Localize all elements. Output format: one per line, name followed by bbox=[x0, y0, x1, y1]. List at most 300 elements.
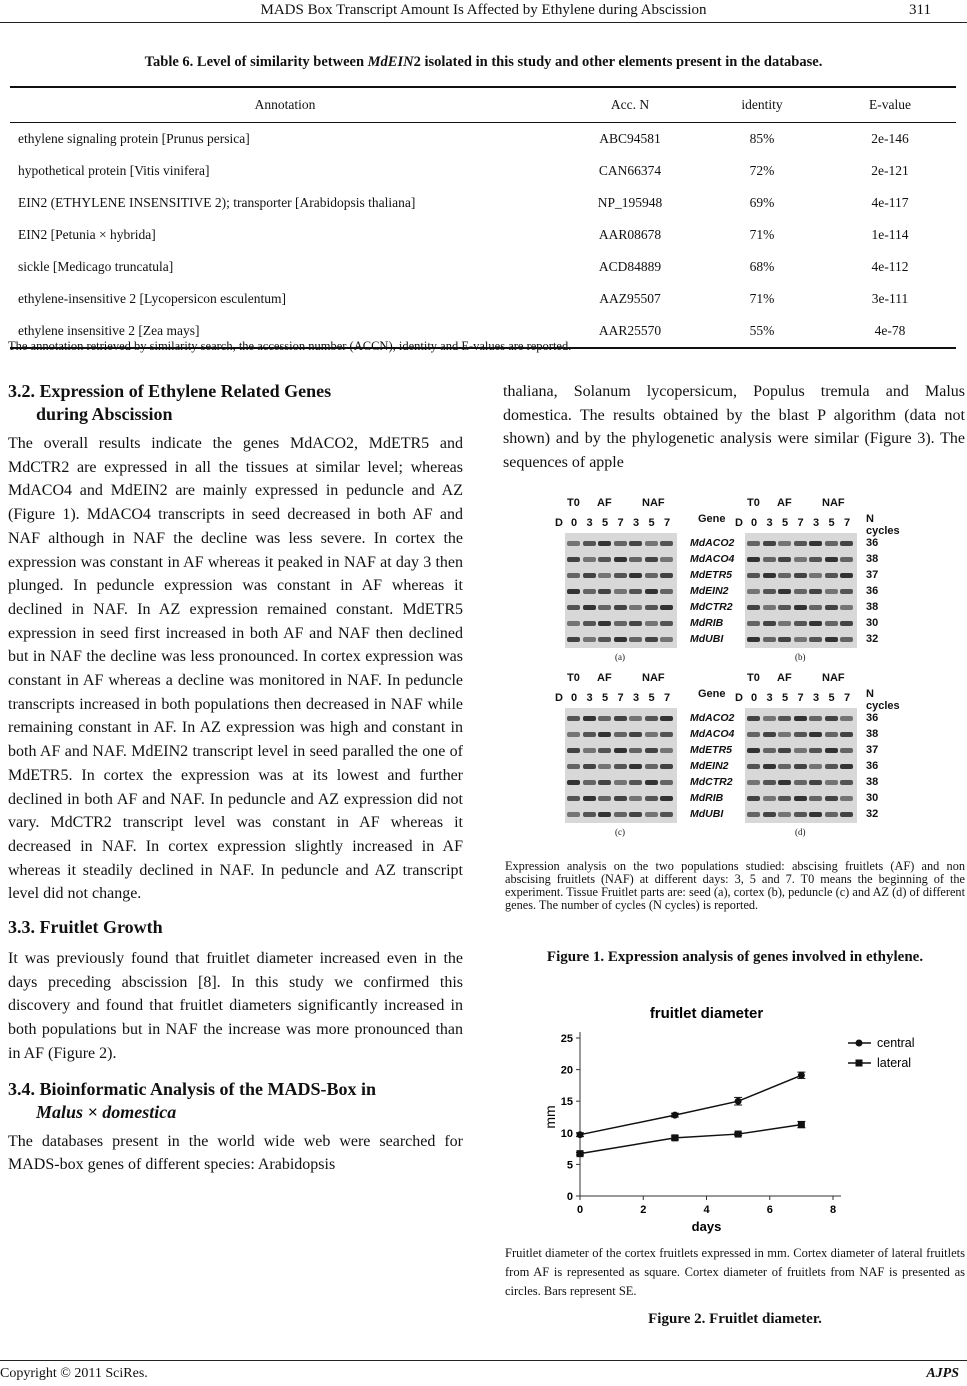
gel-band bbox=[747, 796, 760, 801]
gel-band bbox=[629, 716, 642, 721]
section-3-4-body: The databases present in the world wide web were searched for MADS-box genes of different species: Arabidopsis bbox=[8, 1132, 463, 1174]
footer-journal: AJPS bbox=[926, 1366, 959, 1381]
cycle-count: 38 bbox=[866, 776, 879, 788]
gel-band bbox=[629, 748, 642, 753]
ncycles-header: N cycles bbox=[866, 513, 900, 537]
gel-band bbox=[809, 748, 822, 753]
gel-band bbox=[660, 764, 673, 769]
gene-label: MdACO4 bbox=[690, 553, 735, 565]
gel-band bbox=[598, 557, 611, 562]
gel-band bbox=[825, 796, 838, 801]
day-label: 3 bbox=[813, 517, 820, 529]
gel-band bbox=[583, 796, 596, 801]
gel-band bbox=[794, 732, 807, 737]
gel-band bbox=[567, 589, 580, 594]
gel-band bbox=[567, 573, 580, 578]
gel-band bbox=[794, 557, 807, 562]
af-label: AF bbox=[597, 497, 612, 509]
gel-band bbox=[794, 748, 807, 753]
data-point-lateral bbox=[671, 1134, 678, 1141]
gel-band bbox=[763, 557, 776, 562]
gel-band bbox=[825, 573, 838, 578]
y-tick-label: 0 bbox=[566, 1191, 573, 1203]
left-column bbox=[8, 380, 463, 1177]
gel-band bbox=[794, 541, 807, 546]
gel-band bbox=[778, 541, 791, 546]
gel-band bbox=[840, 605, 853, 610]
gel-band bbox=[629, 764, 642, 769]
header-rule bbox=[0, 22, 967, 23]
gel-band bbox=[825, 637, 838, 642]
gel-band bbox=[747, 764, 760, 769]
figure-2-title: Figure 2. Fruitlet diameter. bbox=[648, 1311, 822, 1327]
gel-band bbox=[583, 573, 596, 578]
gel-band bbox=[598, 732, 611, 737]
gel-band bbox=[567, 812, 580, 817]
gel-band bbox=[583, 716, 596, 721]
gel-band bbox=[660, 812, 673, 817]
gel-band bbox=[747, 541, 760, 546]
gel-band bbox=[614, 716, 627, 721]
gel-band bbox=[660, 541, 673, 546]
gel-band bbox=[645, 716, 658, 721]
gel-band bbox=[583, 748, 596, 753]
gel-band bbox=[660, 716, 673, 721]
panel-label: (c) bbox=[615, 827, 625, 837]
x-tick-label: 4 bbox=[703, 1204, 710, 1216]
gel-band bbox=[645, 732, 658, 737]
gel-band bbox=[778, 748, 791, 753]
gel-band bbox=[747, 589, 760, 594]
gel-band bbox=[809, 621, 822, 626]
gene-label: MdACO2 bbox=[690, 712, 735, 724]
gel-band bbox=[614, 812, 627, 817]
series-line-central bbox=[580, 1075, 801, 1134]
x-tick-label: 8 bbox=[829, 1204, 837, 1216]
x-tick-label: 0 bbox=[576, 1204, 584, 1216]
chart-title: fruitlet diameter bbox=[649, 1005, 764, 1022]
day-label: 7 bbox=[844, 517, 851, 529]
day-label: 3 bbox=[813, 692, 820, 704]
gene-label: MdRIB bbox=[690, 617, 724, 629]
gel-band bbox=[583, 764, 596, 769]
gel-band bbox=[583, 541, 596, 546]
cell-evalue: 4e-112 bbox=[871, 259, 909, 274]
cycle-count: 38 bbox=[866, 728, 879, 740]
cell-annotation: hypothetical protein [Vitis vinifera] bbox=[18, 163, 210, 178]
cell-identity: 69% bbox=[749, 195, 775, 210]
gel-band bbox=[645, 780, 658, 785]
gel-band bbox=[794, 621, 807, 626]
gel-band bbox=[794, 764, 807, 769]
y-tick-label: 5 bbox=[566, 1159, 573, 1172]
day-label: 3 bbox=[633, 692, 640, 704]
gene-header: Gene bbox=[698, 513, 726, 525]
gel-band bbox=[614, 621, 627, 626]
figure-1-title: Figure 1. Expression analysis of genes involved in ethylene. bbox=[546, 949, 924, 965]
figure-2-caption: Fruitlet diameter of the cortex fruitlets expressed in mm. Cortex diameter of lateral fruitlets from AF is represented as square. Cortex diameter of fruitlets from NAF is presented as circles. Bars represent SE. bbox=[505, 1246, 965, 1298]
gene-header: Gene bbox=[698, 688, 726, 700]
cycle-count: 38 bbox=[866, 553, 879, 565]
gene-label: MdEIN2 bbox=[690, 585, 729, 597]
figure-1 bbox=[555, 495, 900, 850]
gel-band bbox=[794, 637, 807, 642]
table-row bbox=[10, 155, 956, 187]
gel-band bbox=[840, 796, 853, 801]
gel-band bbox=[629, 589, 642, 594]
gel-band bbox=[598, 812, 611, 817]
figure-1-caption: Expression analysis on the two populations studied: abscising fruitlets (AF) and non abscising fruitlets (NAF) at different days: 3, 5 and 7. T0 means the beginning of the experiment. Tissue Fruitlet parts are: seed (a), cortex (b), peduncle (c) and AZ (d) of different genes. The number of cycles (N cycles) is reported. bbox=[505, 859, 965, 912]
cycle-count: 37 bbox=[866, 744, 879, 756]
gel-band bbox=[778, 621, 791, 626]
gel-band bbox=[645, 573, 658, 578]
naf-label: NAF bbox=[642, 672, 665, 684]
cell-evalue: 3e-111 bbox=[871, 291, 909, 306]
gel-band bbox=[763, 780, 776, 785]
cycle-count: 32 bbox=[866, 633, 879, 645]
gel-band bbox=[809, 780, 822, 785]
running-title: MADS Box Transcript Amount Is Affected by Ethylene during Abscission bbox=[260, 2, 707, 18]
gel-band bbox=[809, 541, 822, 546]
gel-band bbox=[825, 716, 838, 721]
gel-band bbox=[840, 557, 853, 562]
cycle-count: 32 bbox=[866, 808, 879, 820]
cycle-count: 36 bbox=[866, 585, 879, 597]
cycle-count: 36 bbox=[866, 712, 879, 724]
day-label: 5 bbox=[602, 517, 609, 529]
cycle-count: 36 bbox=[866, 537, 879, 549]
gel-band bbox=[794, 605, 807, 610]
naf-label: NAF bbox=[822, 672, 845, 684]
cell-annotation: ethylene insensitive 2 [Zea mays] bbox=[10, 315, 560, 348]
gel-band bbox=[567, 621, 580, 626]
x-tick-label: 6 bbox=[766, 1204, 773, 1216]
gel-band bbox=[809, 796, 822, 801]
gel-band bbox=[747, 780, 760, 785]
d-label: D bbox=[555, 517, 563, 529]
cycle-count: 30 bbox=[866, 617, 879, 629]
gel-band bbox=[809, 589, 822, 594]
gel-band bbox=[809, 812, 822, 817]
legend-marker bbox=[856, 1060, 863, 1067]
gel-band bbox=[567, 637, 580, 642]
day-label: 0 bbox=[751, 692, 758, 704]
gel-band bbox=[598, 716, 611, 721]
day-label: 5 bbox=[648, 517, 655, 529]
day-label: 7 bbox=[797, 692, 804, 704]
gel-band bbox=[660, 748, 673, 753]
gel-band bbox=[583, 780, 596, 785]
gel-band bbox=[747, 732, 760, 737]
gel-band bbox=[825, 621, 838, 626]
gel-band bbox=[747, 557, 760, 562]
table-caption: Table 6. Level of similarity between MdEIN2 isolated in this study and other elements present in the database. bbox=[144, 54, 823, 70]
gene-label: MdEIN2 bbox=[690, 760, 729, 772]
data-point-lateral bbox=[577, 1150, 584, 1157]
gel-band bbox=[763, 716, 776, 721]
gel-band bbox=[660, 621, 673, 626]
gel-band bbox=[660, 780, 673, 785]
gel-band bbox=[809, 716, 822, 721]
day-label: 0 bbox=[751, 517, 758, 529]
gel-band bbox=[794, 716, 807, 721]
gel-band bbox=[747, 621, 760, 626]
table-row bbox=[10, 123, 956, 156]
gel-band bbox=[614, 796, 627, 801]
gel-band bbox=[614, 589, 627, 594]
d-label: D bbox=[555, 692, 563, 704]
section-3-3-body: It was previously found that fruitlet diameter increased even in the days preceding abscission [8]. In this study we confirmed this discovery and found that fruitlet diameters significantly increased in both populations but in NAF the increase was more pronounced than in AF (Figure 2). bbox=[8, 950, 463, 1062]
y-tick-label: 10 bbox=[560, 1127, 573, 1140]
cell-identity: 85% bbox=[749, 131, 775, 146]
gel-band bbox=[567, 716, 580, 721]
gel-band bbox=[747, 812, 760, 817]
day-label: 3 bbox=[766, 692, 773, 704]
gel-band bbox=[629, 605, 642, 610]
gel-band bbox=[763, 812, 776, 817]
gene-label: MdETR5 bbox=[690, 569, 732, 581]
similarity-table bbox=[10, 86, 956, 349]
gel-band bbox=[763, 605, 776, 610]
af-label: AF bbox=[777, 672, 792, 684]
gel-band bbox=[660, 796, 673, 801]
day-label: 5 bbox=[828, 692, 835, 704]
gel-band bbox=[645, 621, 658, 626]
day-label: 5 bbox=[828, 517, 835, 529]
data-point-central bbox=[577, 1131, 584, 1138]
gel-band bbox=[840, 780, 853, 785]
data-point-lateral bbox=[798, 1121, 805, 1128]
cycle-count: 38 bbox=[866, 601, 879, 613]
gel-band bbox=[567, 732, 580, 737]
day-label: 7 bbox=[617, 692, 624, 704]
t0-label: T0 bbox=[567, 497, 580, 509]
gel-band bbox=[567, 748, 580, 753]
right-top-paragraph: thaliana, Solanum lycopersicum, Populus tremula and Malus domestica. The results obtained by the blast P algorithm (data not shown) and by the phylogenetic analysis were similar (Figure 3). The sequences of apple bbox=[503, 383, 965, 472]
gel-band bbox=[583, 621, 596, 626]
gel-band bbox=[763, 796, 776, 801]
cell-annotation: ethylene signaling protein [Prunus persica] bbox=[18, 131, 250, 146]
right-column-text bbox=[503, 380, 965, 475]
gel-band bbox=[825, 764, 838, 769]
gene-label: MdUBI bbox=[690, 633, 724, 645]
day-label: 7 bbox=[664, 517, 671, 529]
cell-annotation: ethylene-insensitive 2 [Lycopersicon esculentum] bbox=[18, 291, 287, 306]
cell-identity: 72% bbox=[749, 163, 775, 178]
gel-band bbox=[778, 605, 791, 610]
fruitlet-diameter-chart bbox=[535, 988, 935, 1243]
gel-band bbox=[778, 780, 791, 785]
gel-band bbox=[825, 732, 838, 737]
gel-band bbox=[763, 764, 776, 769]
section-3-3-title: 3.3. Fruitlet Growth bbox=[8, 917, 163, 938]
gel-band bbox=[778, 637, 791, 642]
legend-label: lateral bbox=[877, 1056, 912, 1070]
t0-label: T0 bbox=[567, 672, 580, 684]
day-label: 5 bbox=[782, 517, 789, 529]
gel-band bbox=[645, 589, 658, 594]
gel-band bbox=[645, 557, 658, 562]
day-label: 0 bbox=[571, 692, 578, 704]
d-label: D bbox=[735, 517, 743, 529]
day-label: 3 bbox=[766, 517, 773, 529]
gel-band bbox=[645, 796, 658, 801]
panel-label: (a) bbox=[615, 652, 625, 662]
gel-band bbox=[583, 557, 596, 562]
gel-band bbox=[825, 748, 838, 753]
day-label: 3 bbox=[633, 517, 640, 529]
gel-band bbox=[778, 732, 791, 737]
gel-band bbox=[763, 748, 776, 753]
gel-band bbox=[660, 605, 673, 610]
cycle-count: 36 bbox=[866, 760, 879, 772]
gel-band bbox=[763, 732, 776, 737]
gel-band bbox=[763, 589, 776, 594]
gel-band bbox=[629, 732, 642, 737]
gel-band bbox=[763, 621, 776, 626]
gel-band bbox=[614, 605, 627, 610]
y-tick-label: 25 bbox=[560, 1033, 573, 1045]
header-acc: Acc. N bbox=[560, 87, 700, 123]
gel-band bbox=[583, 732, 596, 737]
gel-band bbox=[629, 557, 642, 562]
gel-band bbox=[629, 796, 642, 801]
cell-acc: AAR25570 bbox=[560, 315, 700, 348]
gel-band bbox=[567, 780, 580, 785]
data-point-central bbox=[671, 1112, 678, 1119]
table-row bbox=[10, 187, 956, 219]
gel-band bbox=[645, 748, 658, 753]
legend-label: central bbox=[877, 1036, 915, 1050]
gel-band bbox=[645, 637, 658, 642]
cell-acc: CAN66374 bbox=[598, 163, 662, 178]
gel-band bbox=[794, 812, 807, 817]
gel-band bbox=[840, 637, 853, 642]
day-label: 3 bbox=[586, 692, 593, 704]
gel-band bbox=[840, 764, 853, 769]
header-evalue: E-value bbox=[824, 87, 956, 123]
panel-label: (b) bbox=[795, 652, 806, 662]
gel-band bbox=[825, 812, 838, 817]
section-3-4-title: 3.4. Bioinformatic Analysis of the MADS-Box in Malus × domestica bbox=[8, 1078, 377, 1122]
gel-band bbox=[567, 764, 580, 769]
header-identity: identity bbox=[700, 87, 824, 123]
footer-copyright: Copyright © 2011 SciRes. bbox=[0, 1366, 148, 1381]
gel-band bbox=[598, 764, 611, 769]
cell-annotation: EIN2 [Petunia × hybrida] bbox=[18, 227, 156, 242]
gel-band bbox=[809, 557, 822, 562]
cell-evalue: 2e-146 bbox=[871, 131, 909, 146]
gel-band bbox=[567, 796, 580, 801]
gel-band bbox=[840, 621, 853, 626]
gel-band bbox=[809, 732, 822, 737]
gel-band bbox=[614, 764, 627, 769]
af-label: AF bbox=[597, 672, 612, 684]
gene-label: MdACO2 bbox=[690, 537, 735, 549]
gene-label: MdCTR2 bbox=[690, 776, 733, 788]
gel-band bbox=[840, 589, 853, 594]
gel-band bbox=[840, 812, 853, 817]
gel-band bbox=[809, 637, 822, 642]
footer-rule bbox=[0, 1360, 967, 1361]
gel-band bbox=[778, 796, 791, 801]
table-header-row bbox=[10, 87, 956, 123]
gel-band bbox=[778, 573, 791, 578]
gel-band bbox=[614, 541, 627, 546]
day-label: 0 bbox=[571, 517, 578, 529]
panel-label: (d) bbox=[795, 827, 806, 837]
gel-band bbox=[614, 637, 627, 642]
cell-evalue: 4e-78 bbox=[824, 315, 956, 348]
day-label: 5 bbox=[782, 692, 789, 704]
gel-band bbox=[614, 732, 627, 737]
day-label: 7 bbox=[617, 517, 624, 529]
gel-band bbox=[583, 637, 596, 642]
gel-band bbox=[660, 732, 673, 737]
gel-band bbox=[747, 605, 760, 610]
gene-label: MdETR5 bbox=[690, 744, 732, 756]
t0-label: T0 bbox=[747, 672, 760, 684]
gel-band bbox=[598, 605, 611, 610]
t0-label: T0 bbox=[747, 497, 760, 509]
gel-band bbox=[747, 573, 760, 578]
cell-annotation: sickle [Medicago truncatula] bbox=[18, 259, 174, 274]
gel-band bbox=[840, 541, 853, 546]
naf-label: NAF bbox=[642, 497, 665, 509]
gel-band bbox=[614, 573, 627, 578]
gene-label: MdACO4 bbox=[690, 728, 735, 740]
cell-annotation: EIN2 (ETHYLENE INSENSITIVE 2); transporter [Arabidopsis thaliana] bbox=[18, 195, 416, 210]
gel-band bbox=[583, 589, 596, 594]
gene-label: MdRIB bbox=[690, 792, 724, 804]
gel-band bbox=[778, 812, 791, 817]
x-axis-label: days bbox=[691, 1219, 722, 1234]
day-label: 7 bbox=[664, 692, 671, 704]
gel-band bbox=[809, 573, 822, 578]
page-number: 311 bbox=[909, 2, 931, 18]
gel-band bbox=[778, 764, 791, 769]
section-3-2-title: 3.2. Expression of Ethylene Related Genes during Abscission bbox=[8, 381, 332, 424]
gel-band bbox=[809, 605, 822, 610]
gene-label: MdCTR2 bbox=[690, 601, 733, 613]
gel-band bbox=[660, 589, 673, 594]
cell-evalue: 2e-121 bbox=[871, 163, 909, 178]
gel-band bbox=[763, 573, 776, 578]
cell-acc: AAR08678 bbox=[598, 227, 662, 242]
cell-evalue: 4e-117 bbox=[871, 195, 909, 210]
gel-band bbox=[747, 748, 760, 753]
day-label: 7 bbox=[844, 692, 851, 704]
gel-band bbox=[840, 748, 853, 753]
table-row bbox=[10, 283, 956, 315]
gel-band bbox=[614, 780, 627, 785]
table-note: The annotation retrieved by similarity search, the accession number (ACCN), identity and E-values are reported. bbox=[8, 339, 572, 353]
gel-band bbox=[614, 748, 627, 753]
gel-band bbox=[840, 732, 853, 737]
gel-band bbox=[825, 541, 838, 546]
y-tick-label: 15 bbox=[560, 1096, 573, 1109]
gel-band bbox=[825, 557, 838, 562]
series-line-lateral bbox=[580, 1125, 801, 1154]
cycle-count: 37 bbox=[866, 569, 879, 581]
gel-band bbox=[778, 589, 791, 594]
gel-band bbox=[778, 557, 791, 562]
table-row bbox=[10, 219, 956, 251]
y-axis-label: mm bbox=[542, 1105, 558, 1129]
gel-band bbox=[629, 573, 642, 578]
gel-band bbox=[598, 637, 611, 642]
gel-band bbox=[614, 557, 627, 562]
